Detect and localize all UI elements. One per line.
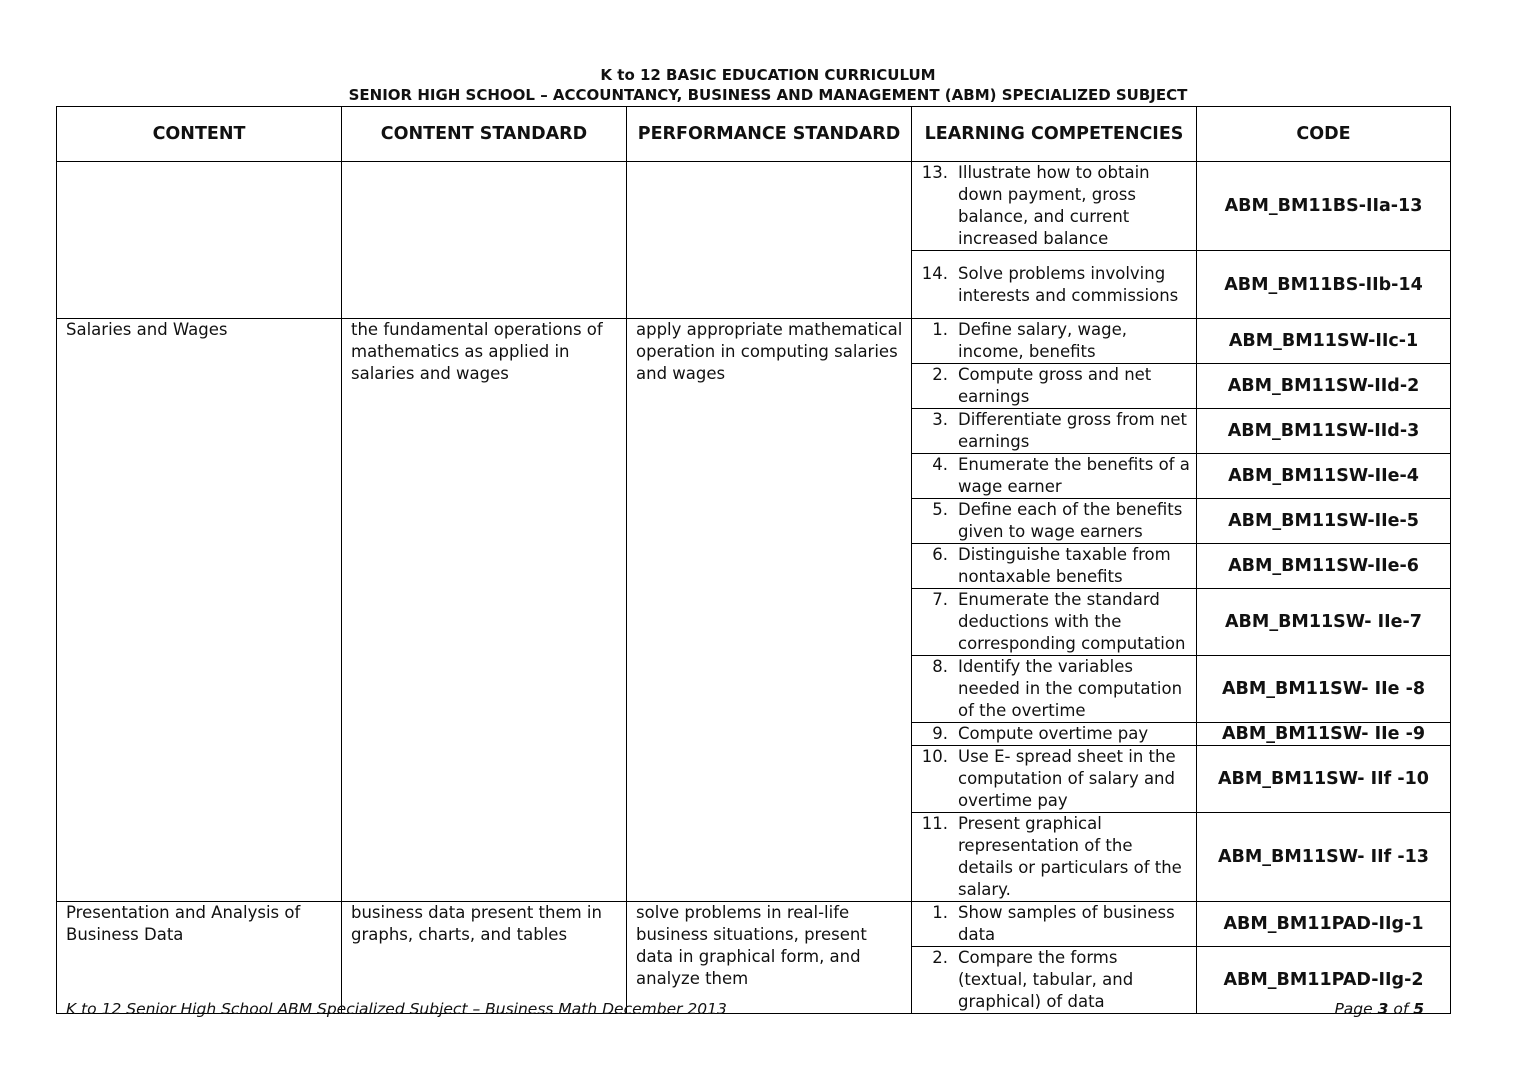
column-header: CONTENT	[57, 107, 342, 162]
competency-text: Enumerate the benefits of a wage earner	[958, 455, 1190, 496]
content-standard-text: the fundamental operations of mathematics as applied in salaries and wages	[351, 320, 603, 383]
competency-text: Define salary, wage, income, benefits	[958, 320, 1128, 361]
competency-cell	[912, 364, 1197, 409]
competency-text: Enumerate the standard deductions with the corresponding computation	[958, 590, 1186, 653]
column-header: LEARNING COMPETENCIES	[912, 107, 1197, 162]
code-cell: ABM_BM11SW-IId-2	[1197, 364, 1451, 409]
competency-number: 13.	[921, 163, 948, 182]
competency-text: Differentiate gross from net earnings	[958, 410, 1188, 451]
competency-number: 7.	[932, 590, 948, 609]
code-cell: ABM_BM11SW-IIe-4	[1197, 454, 1451, 499]
page-number	[1334, 1000, 1424, 1018]
code-cell: ABM_BM11SW-IIc-1	[1197, 319, 1451, 364]
competency-number: 8.	[932, 657, 948, 676]
content-standard-cell	[342, 319, 627, 902]
performance-standard-cell	[627, 902, 912, 1014]
performance-standard-cell	[627, 162, 912, 319]
competency-text: Compare the forms (textual, tabular, and graphical) of data	[958, 948, 1134, 1011]
competency-number: 2.	[932, 365, 948, 384]
code-cell: ABM_BM11SW- IIe -9	[1197, 723, 1451, 746]
page-prefix: Page	[1334, 1000, 1378, 1018]
code-cell: ABM_BM11BS-IIa-13	[1197, 162, 1451, 251]
content-standard-cell	[342, 902, 627, 1014]
code-cell: ABM_BM11SW- IIe -8	[1197, 656, 1451, 723]
page-of: of	[1388, 1000, 1414, 1018]
content-standard-cell	[342, 162, 627, 319]
document-title: K to 12 BASIC EDUCATION CURRICULUM	[600, 66, 936, 84]
page-total: 5	[1413, 1000, 1424, 1018]
column-header: CODE	[1197, 107, 1451, 162]
competency-text: Compute overtime pay	[958, 724, 1149, 743]
code-cell: ABM_BM11SW-IIe-5	[1197, 499, 1451, 544]
column-header: PERFORMANCE STANDARD	[627, 107, 912, 162]
competency-text: Distinguishe taxable from nontaxable benefits	[958, 545, 1171, 586]
footer-text: K to 12 Senior High School ABM Specialized Subject – Business Math December 2013	[66, 1000, 727, 1018]
performance-standard-text: solve problems in real-life business situations, present data in graphical form, and analyze them	[636, 903, 867, 988]
code-cell: ABM_BM11SW- IIf -13	[1197, 813, 1451, 902]
competency-cell	[912, 544, 1197, 589]
content-cell	[57, 319, 342, 902]
table-row	[57, 162, 1451, 251]
competency-cell	[912, 409, 1197, 454]
table-row	[57, 319, 1451, 364]
document-subtitle: SENIOR HIGH SCHOOL – ACCOUNTANCY, BUSINESS AND MANAGEMENT (ABM) SPECIALIZED SUBJECT	[348, 86, 1188, 104]
competency-cell	[912, 499, 1197, 544]
competency-number: 2.	[932, 948, 948, 967]
code-cell: ABM_BM11PAD-IIg-2	[1197, 947, 1451, 1014]
competency-text: Present graphical representation of the details or particulars of the salary.	[958, 814, 1182, 899]
competency-cell	[912, 656, 1197, 723]
competency-number: 1.	[932, 903, 948, 922]
column-header: CONTENT STANDARD	[342, 107, 627, 162]
content-cell	[57, 162, 342, 319]
curriculum-table	[56, 106, 1451, 1014]
competency-text: Solve problems involving interests and commissions	[958, 264, 1179, 305]
competency-cell	[912, 454, 1197, 499]
competency-text: Use E- spread sheet in the computation of salary and overtime pay	[958, 747, 1176, 810]
competency-number: 6.	[932, 545, 948, 564]
code-cell: ABM_BM11SW-IId-3	[1197, 409, 1451, 454]
content-standard-text: business data present them in graphs, charts, and tables	[351, 903, 602, 944]
competency-number: 9.	[932, 724, 948, 743]
competency-number: 3.	[932, 410, 948, 429]
competency-number: 5.	[932, 500, 948, 519]
performance-standard-text: apply appropriate mathematical operation in computing salaries and wages	[636, 320, 903, 383]
competency-number: 4.	[932, 455, 948, 474]
code-cell: ABM_BM11BS-IIb-14	[1197, 251, 1451, 319]
code-cell: ABM_BM11PAD-IIg-1	[1197, 902, 1451, 947]
performance-standard-cell	[627, 319, 912, 902]
page-current: 3	[1377, 1000, 1389, 1018]
competency-cell	[912, 746, 1197, 813]
competency-number: 1.	[932, 320, 948, 339]
competency-number: 14.	[921, 264, 948, 283]
competency-cell	[912, 251, 1197, 319]
competency-text: Identify the variables needed in the computation of the overtime	[958, 657, 1183, 720]
content-text: Presentation and Analysis of Business Data	[66, 903, 301, 944]
code-cell: ABM_BM11SW- IIe-7	[1197, 589, 1451, 656]
code-cell: ABM_BM11SW- IIf -10	[1197, 746, 1451, 813]
competency-cell	[912, 162, 1197, 251]
competency-text: Compute gross and net earnings	[958, 365, 1152, 406]
competency-cell	[912, 723, 1197, 746]
competency-cell	[912, 902, 1197, 947]
table-row	[57, 902, 1451, 947]
competency-cell	[912, 813, 1197, 902]
code-cell: ABM_BM11SW-IIe-6	[1197, 544, 1451, 589]
competency-text: Illustrate how to obtain down payment, gross balance, and current increased balance	[958, 163, 1150, 248]
content-cell	[57, 902, 342, 1014]
competency-number: 11.	[921, 814, 948, 833]
competency-cell	[912, 319, 1197, 364]
competency-cell	[912, 947, 1197, 1014]
content-text: Salaries and Wages	[66, 320, 228, 339]
competency-text: Define each of the benefits given to wage earners	[958, 500, 1183, 541]
competency-cell	[912, 589, 1197, 656]
competency-text: Show samples of business data	[958, 903, 1175, 944]
table-header-row	[57, 107, 1451, 162]
competency-number: 10.	[921, 747, 948, 766]
